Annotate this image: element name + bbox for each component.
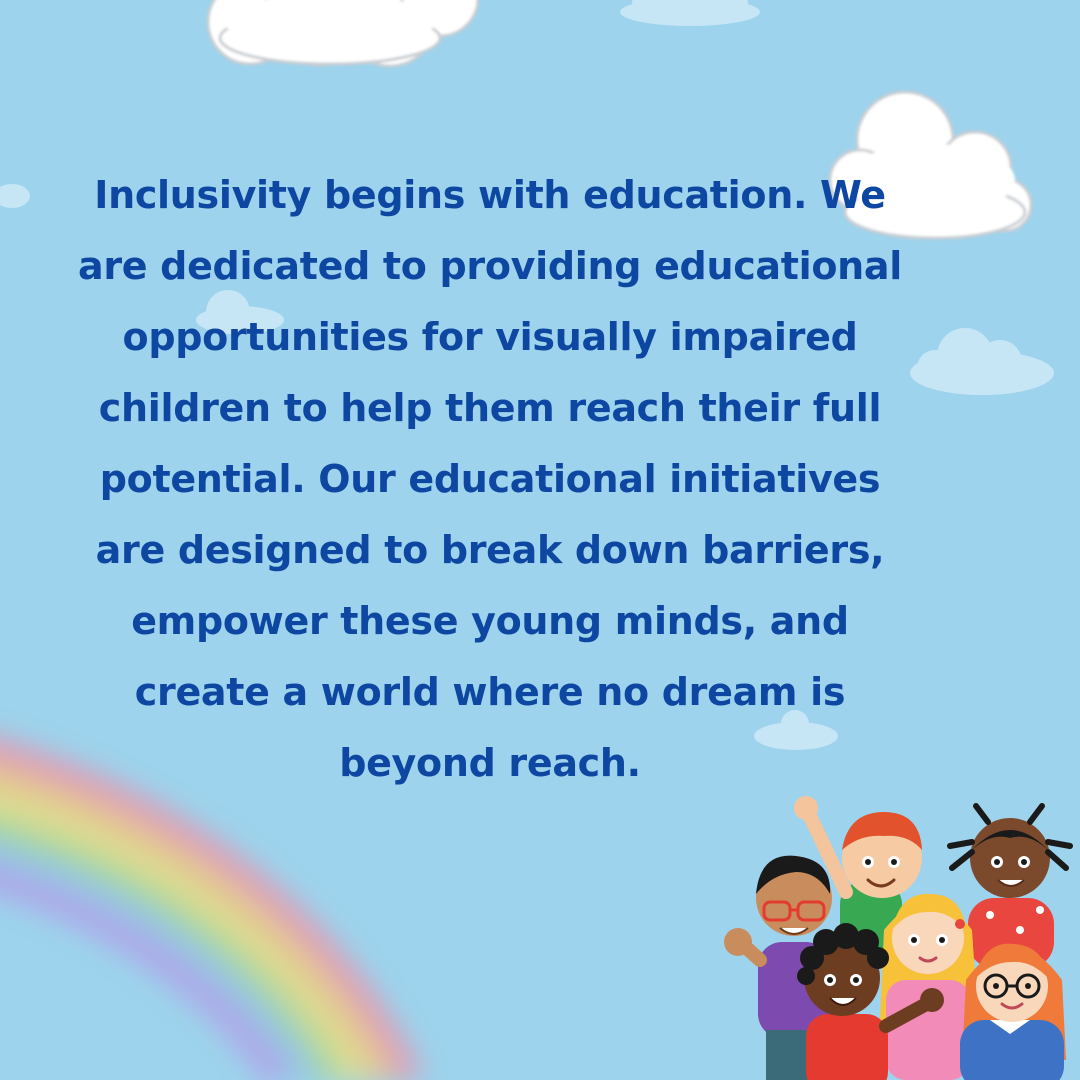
cloud-icon [910,328,1054,395]
cloud-icon [620,0,760,26]
cloud-icon [208,0,478,66]
glasses-girl [960,944,1066,1080]
mission-statement: Inclusivity begins with education. We are dedicated to providing educational opportunities for visually impaired children to help them reach their full potential. Our educational initiatives are designed to break down barriers, empower these young minds, and create a world where no dream is beyond reach. [78,173,902,785]
children-illustration [724,796,1070,1080]
